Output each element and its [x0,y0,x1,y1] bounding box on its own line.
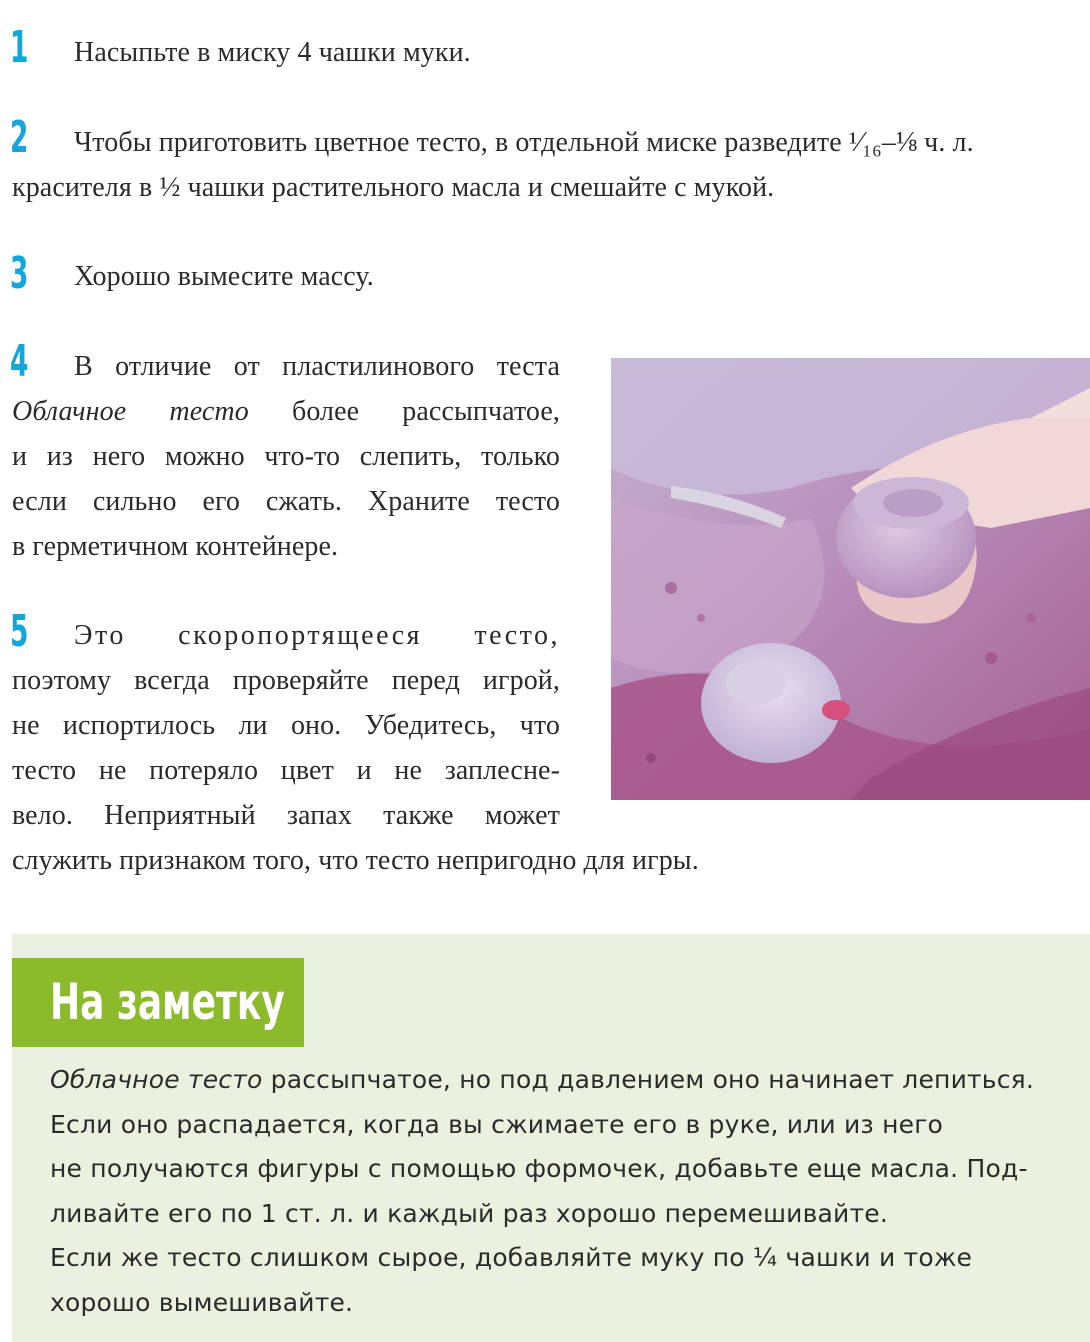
step-number-3: 3 [10,248,29,299]
step-number-2: 2 [10,112,29,163]
note-text: Облачное тесто рассыпчатое, но под давлением оно начинает лепиться. Если оно распадается, когда вы сжимаете его в руке, или из него не получаются фигуры с помощью формочек, добавьте еще масла. Под- ливайте его по 1 ст. л. и каждый раз хорошо перемешивайте. Если же тесто слишком сырое, добавляйте муку по ¼ чашки и тоже хорошо вымешивайте. [50,1065,1035,1317]
step-3-text: Хорошо вымесите массу. [74,261,374,292]
step-5-text: Это скоропортящееся тесто, поэтому всегда проверяйте перед игрой, не испортилось ли оно. Убедитесь, что тесто не потеряло цвет и не заплесне- вело. Неприятный запах также может служить признаком того, что тесто непригодно для игры. [12,620,699,876]
step-number-4: 4 [10,336,29,387]
step-number-5: 5 [10,606,29,657]
step-number-1: 1 [10,22,29,73]
step-4-text: В отличие от пластилинового теста Облачное тесто более рассыпчатое, и из него можно что-то слепить, только если сильно его сжать. Храните тесто в герметичном контейнере. [12,351,561,562]
step-2-text: Чтобы приготовить цветное тесто, в отдельной миске разведите ¹⁄₁₆–⅛ ч. л. красителя в ½ чашки растительного масла и смешайте с мукой. [12,127,974,203]
cloud-dough-photo [611,358,1090,800]
step-1-text: Насыпьте в миску 4 чашки муки. [74,37,471,68]
note-title: На заметку [12,958,304,1047]
